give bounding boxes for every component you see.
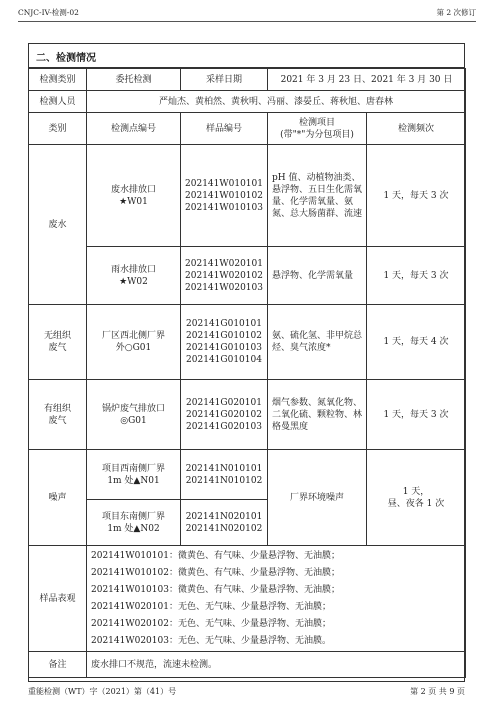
appearance-lines (87, 546, 466, 652)
appearance-line: 202141W020103：无色、无气味、少量悬浮物、无油膜。 (91, 635, 331, 646)
text-line: 无组织 (43, 331, 71, 341)
text-line: 项目东南侧厂界 (101, 511, 165, 522)
frequency-cell: 1 天，每天 3 次 (367, 247, 466, 305)
text-line: 202141G020102 (186, 409, 262, 420)
point-cell (87, 247, 181, 305)
text-line: 202141W020101 (185, 258, 263, 269)
type-label: 检测类别 (29, 69, 87, 91)
appearance-line: 202141W020101：无色、无气味、少量悬浮物、无油膜； (91, 601, 331, 612)
staff-value: 严灿杰、黄柏然、黄秋明、冯丽、漆晏丘、蒋秋旭、唐春林 (87, 91, 466, 113)
date-label: 采样日期 (181, 69, 268, 91)
text-line: 202141N010101 (185, 463, 263, 474)
remark-row (29, 652, 466, 678)
col-point: 检测点编号 (87, 113, 181, 145)
table-row (29, 247, 466, 305)
category-cell (29, 305, 87, 380)
text-line: 有组织 (43, 403, 71, 414)
text-line: 1m 处▲N02 (107, 523, 160, 534)
text-line: 202141N010102 (185, 475, 263, 486)
item-cell: 烟气参数、氮氧化物、二氧化硫、颗粒物、林格曼黑度 (268, 380, 367, 450)
point-cell (87, 500, 181, 546)
table-row (29, 380, 466, 450)
item-cell: 悬浮物、化学需氧量 (268, 247, 367, 305)
remark-label: 备注 (29, 652, 87, 678)
text-line: 1 天， (402, 486, 430, 497)
sample-cell (181, 450, 268, 500)
table-row (29, 145, 466, 247)
col-sample: 样品编号 (181, 113, 268, 145)
staff-label: 检测人员 (29, 91, 87, 113)
date-value: 2021 年 3 月 23 日、2021 年 3 月 30 日 (268, 69, 466, 91)
text-line: 202141W020103 (185, 282, 263, 293)
table-row (29, 450, 466, 500)
text-line: 202141N020102 (185, 523, 263, 534)
type-value: 委托检测 (87, 69, 181, 91)
text-line: 废气 (48, 343, 67, 353)
item-cell: 氨、硫化氢、非甲烷总烃、臭气浓度* (268, 305, 367, 380)
text-line: 202141W010103 (185, 202, 263, 213)
sample-cell (181, 145, 268, 247)
text-line: 锅炉废气排放口 (101, 403, 165, 414)
report-number: 重能检测（WT）字（2021）第（41）号 (28, 687, 177, 696)
text-line: (带"*"为分包项目) (280, 129, 354, 140)
item-cell: pH 值、动植物油类、悬浮物、五日生化需氧量、化学需氧量、氨氮、总大肠菌群、流速 (268, 145, 367, 247)
text-line: 202141G020103 (186, 421, 262, 432)
text-line: 昼、夜各 1 次 (387, 498, 445, 509)
remark-value: 废水排口不规范，流速未检测。 (87, 652, 466, 678)
category-cell: 噪声 (29, 450, 87, 546)
page-number: 第 2 页 共 9 页 (410, 687, 465, 696)
sample-cell (181, 500, 268, 546)
item-cell: 厂界环境噪声 (268, 450, 367, 546)
text-line: 外○G01 (115, 343, 152, 353)
point-cell (87, 450, 181, 500)
revision-label: 第 2 次修订 (436, 8, 476, 17)
sample-cell (181, 247, 268, 305)
text-line: 202141G010104 (186, 355, 262, 365)
section-title: 二、检测情况 (28, 43, 465, 68)
text-line: 厂区西北侧厂界 (101, 331, 165, 341)
header-rule (18, 21, 476, 22)
appearance-line: 202141W010102：微黄色、有气味、少量悬浮物、无油膜； (91, 567, 340, 578)
text-line: 202141G010102 (186, 331, 262, 341)
frequency-cell: 1 天，每天 3 次 (367, 380, 466, 450)
detection-table (28, 68, 466, 678)
category-cell (29, 380, 87, 450)
frequency-cell: 1 天，每天 4 次 (367, 305, 466, 380)
text-line: 项目西南侧厂界 (101, 463, 165, 474)
text-line: 202141W010102 (185, 190, 263, 201)
text-line: 1m 处▲N01 (107, 475, 160, 486)
text-line: 202141G010101 (186, 319, 262, 329)
frequency-cell: 1 天，每天 3 次 (367, 145, 466, 247)
text-line: 202141G020101 (186, 397, 262, 408)
point-cell (87, 380, 181, 450)
text-line: 202141G010103 (186, 343, 262, 353)
point-cell (87, 305, 181, 380)
point-cell (87, 145, 181, 247)
sample-cell (181, 305, 268, 380)
text-line: 202141W020102 (185, 270, 263, 281)
frequency-cell (367, 450, 466, 546)
col-item (268, 113, 367, 145)
col-frequency: 检测频次 (367, 113, 466, 145)
text-line: 检测项目 (298, 117, 335, 128)
text-line: ★W02 (119, 276, 148, 287)
column-header-row (29, 113, 466, 145)
appearance-line: 202141W010101：微黄色、有气味、少量悬浮物、无油膜； (91, 550, 340, 561)
info-row-type (29, 69, 466, 91)
text-line: 202141N020101 (185, 511, 263, 522)
col-category: 类别 (29, 113, 87, 145)
appearance-row (29, 546, 466, 652)
text-line: ★W01 (119, 196, 148, 207)
text-line: 废气 (48, 415, 67, 426)
text-line: 废水 (48, 219, 67, 230)
table-row (29, 305, 466, 380)
text-line: ◎G01 (120, 415, 147, 426)
doc-code: CNJC-IV-检测-02 (18, 8, 79, 17)
sample-cell (181, 380, 268, 450)
text-line: 废水排放口 (110, 184, 156, 195)
text-line: 202141W010101 (185, 178, 263, 189)
page-header (18, 7, 476, 21)
category-cell (29, 145, 87, 305)
info-row-staff (29, 91, 466, 113)
text-line: 雨水排放口 (110, 264, 156, 275)
appearance-line: 202141W010103：微黄色、有气味、少量悬浮物、无油膜； (91, 584, 340, 595)
appearance-label: 样品表观 (29, 546, 87, 652)
appearance-line: 202141W020102：无色、无气味、少量悬浮物、无油膜； (91, 618, 331, 629)
